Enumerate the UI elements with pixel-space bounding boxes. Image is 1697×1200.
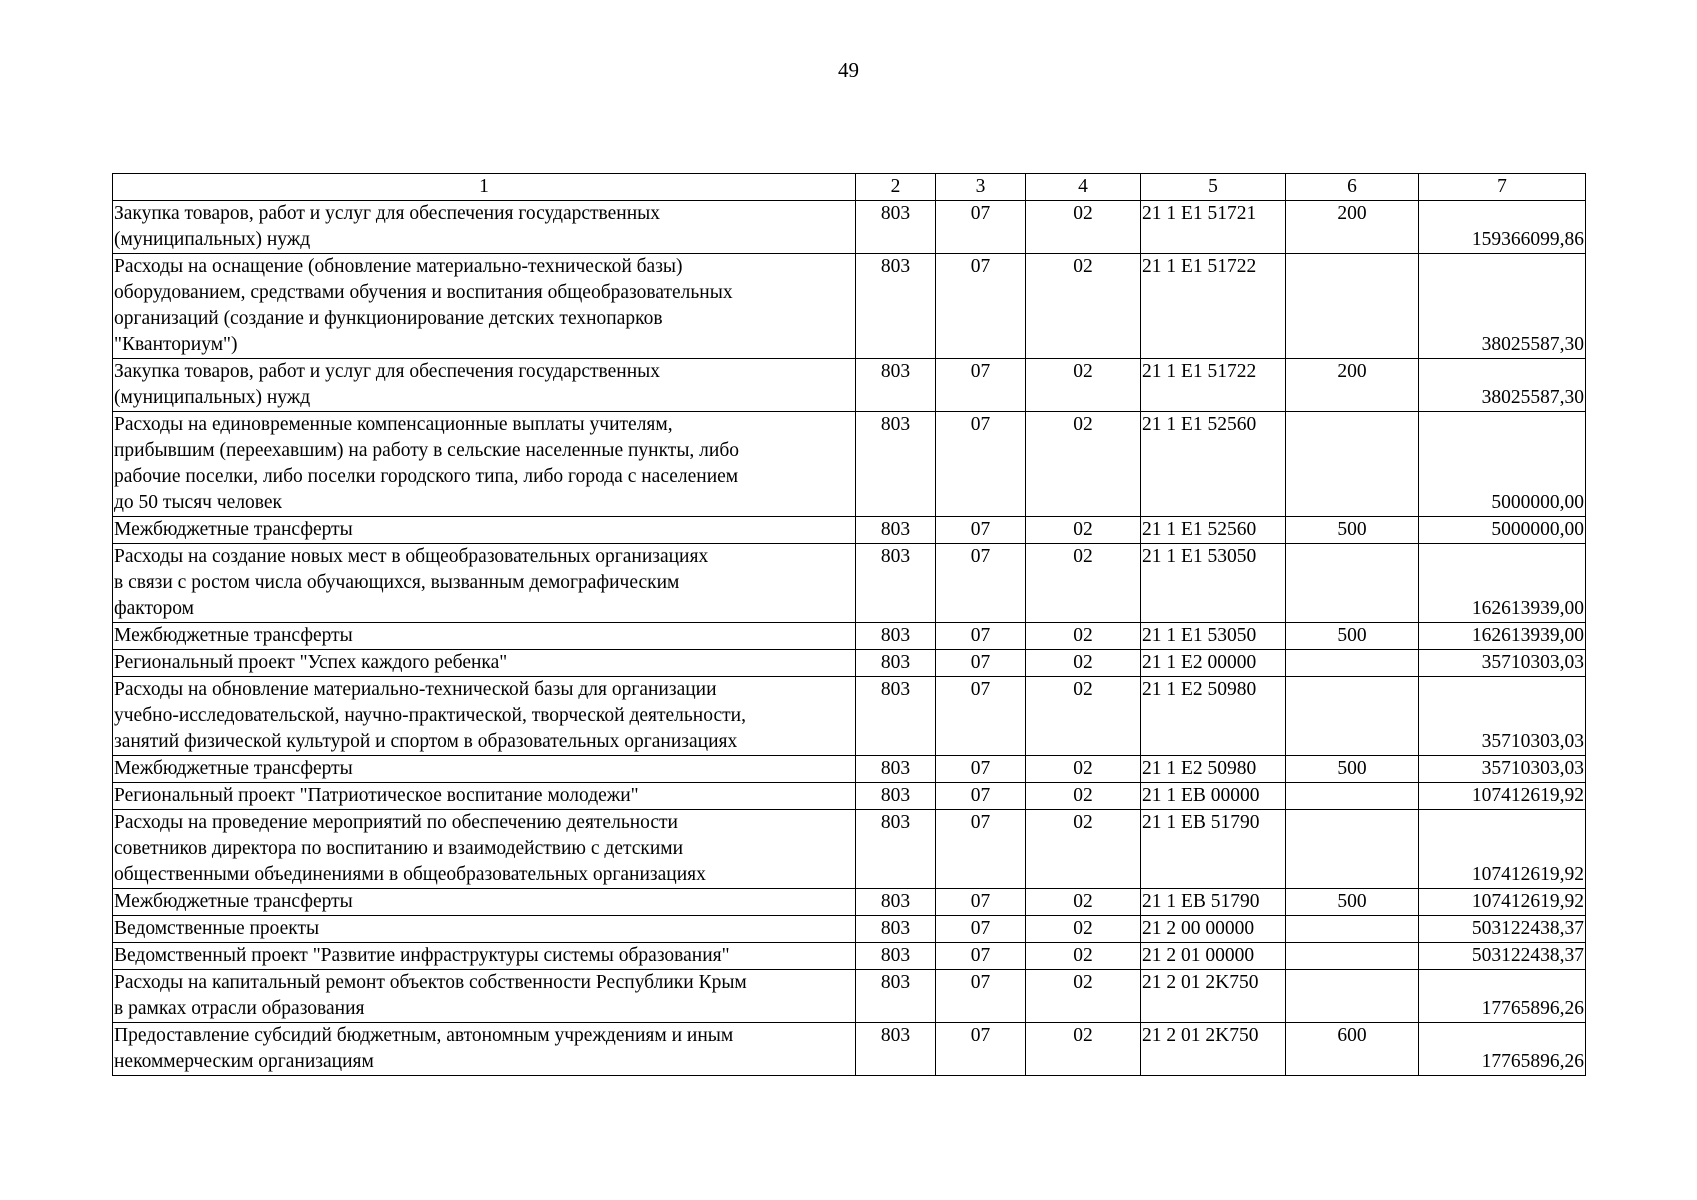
cell-section-code: 07 (936, 677, 1026, 756)
cell-ministry-code: 803 (856, 810, 936, 889)
cell-description: Закупка товаров, работ и услуг для обеспечения государственных (муниципальных) нужд (113, 201, 856, 254)
cell-expense-type (1286, 650, 1419, 677)
header-col-7: 7 (1419, 174, 1586, 201)
cell-target-article: 21 1 E2 50980 (1141, 756, 1286, 783)
header-row (113, 174, 1586, 201)
table-row (113, 916, 1586, 943)
header-col-5: 5 (1141, 174, 1286, 201)
cell-section-code: 07 (936, 943, 1026, 970)
cell-target-article: 21 1 EB 51790 (1141, 810, 1286, 889)
cell-ministry-code: 803 (856, 359, 936, 412)
cell-expense-type: 200 (1286, 201, 1419, 254)
table-row (113, 623, 1586, 650)
cell-amount: 35710303,03 (1419, 677, 1586, 756)
cell-ministry-code: 803 (856, 201, 936, 254)
cell-amount: 17765896,26 (1419, 970, 1586, 1023)
cell-section-code: 07 (936, 970, 1026, 1023)
cell-description: Региональный проект "Успех каждого ребенка" (113, 650, 856, 677)
cell-subsection-code: 02 (1026, 359, 1141, 412)
cell-expense-type: 200 (1286, 359, 1419, 412)
cell-ministry-code: 803 (856, 254, 936, 359)
cell-description: Закупка товаров, работ и услуг для обеспечения государственных (муниципальных) нужд (113, 359, 856, 412)
cell-section-code: 07 (936, 1023, 1026, 1076)
cell-expense-type (1286, 412, 1419, 517)
cell-amount: 503122438,37 (1419, 916, 1586, 943)
cell-section-code: 07 (936, 756, 1026, 783)
cell-expense-type (1286, 916, 1419, 943)
table-row (113, 756, 1586, 783)
table-row (113, 254, 1586, 359)
cell-subsection-code: 02 (1026, 810, 1141, 889)
cell-subsection-code: 02 (1026, 889, 1141, 916)
cell-subsection-code: 02 (1026, 783, 1141, 810)
cell-amount: 35710303,03 (1419, 756, 1586, 783)
cell-target-article: 21 2 01 2K750 (1141, 970, 1286, 1023)
cell-ministry-code: 803 (856, 756, 936, 783)
cell-expense-type (1286, 254, 1419, 359)
cell-expense-type (1286, 810, 1419, 889)
cell-section-code: 07 (936, 623, 1026, 650)
cell-amount: 17765896,26 (1419, 1023, 1586, 1076)
cell-subsection-code: 02 (1026, 412, 1141, 517)
cell-section-code: 07 (936, 889, 1026, 916)
header-col-1: 1 (113, 174, 856, 201)
table-row (113, 943, 1586, 970)
cell-section-code: 07 (936, 783, 1026, 810)
header-col-3: 3 (936, 174, 1026, 201)
cell-ministry-code: 803 (856, 783, 936, 810)
table-row (113, 517, 1586, 544)
cell-amount: 107412619,92 (1419, 810, 1586, 889)
cell-section-code: 07 (936, 359, 1026, 412)
header-col-6: 6 (1286, 174, 1419, 201)
cell-expense-type (1286, 783, 1419, 810)
cell-section-code: 07 (936, 544, 1026, 623)
cell-target-article: 21 1 E1 51721 (1141, 201, 1286, 254)
cell-amount: 162613939,00 (1419, 623, 1586, 650)
cell-subsection-code: 02 (1026, 544, 1141, 623)
cell-section-code: 07 (936, 650, 1026, 677)
table-row (113, 889, 1586, 916)
cell-subsection-code: 02 (1026, 517, 1141, 544)
cell-amount: 107412619,92 (1419, 889, 1586, 916)
cell-amount: 5000000,00 (1419, 412, 1586, 517)
cell-target-article: 21 2 00 00000 (1141, 916, 1286, 943)
cell-amount: 38025587,30 (1419, 254, 1586, 359)
cell-subsection-code: 02 (1026, 201, 1141, 254)
cell-description: Ведомственный проект "Развитие инфраструктуры системы образования" (113, 943, 856, 970)
cell-section-code: 07 (936, 916, 1026, 943)
cell-amount: 503122438,37 (1419, 943, 1586, 970)
cell-expense-type (1286, 970, 1419, 1023)
cell-expense-type (1286, 677, 1419, 756)
cell-description: Региональный проект "Патриотическое воспитание молодежи" (113, 783, 856, 810)
cell-ministry-code: 803 (856, 412, 936, 517)
budget-table (112, 173, 1586, 1076)
cell-subsection-code: 02 (1026, 623, 1141, 650)
table-row (113, 783, 1586, 810)
cell-ministry-code: 803 (856, 623, 936, 650)
cell-section-code: 07 (936, 412, 1026, 517)
cell-description: Расходы на капитальный ремонт объектов собственности Республики Крым в рамках отрасли образования (113, 970, 856, 1023)
cell-expense-type: 500 (1286, 889, 1419, 916)
table-row (113, 650, 1586, 677)
cell-description: Расходы на оснащение (обновление материально-технической базы) оборудованием, средствами обучения и воспитания общеобразовательных организаций (создание и функционирование детских технопарков "Кванториум") (113, 254, 856, 359)
cell-subsection-code: 02 (1026, 650, 1141, 677)
cell-amount: 162613939,00 (1419, 544, 1586, 623)
cell-description: Расходы на единовременные компенсационные выплаты учителям, прибывшим (переехавшим) на работу в сельские населенные пункты, либо рабочие поселки, либо поселки городского типа, либо города с населением до 50 тысяч человек (113, 412, 856, 517)
cell-description: Расходы на обновление материально-технической базы для организации учебно-исследовательской, научно-практической, творческой деятельности, занятий физической культурой и спортом в образовательных организациях (113, 677, 856, 756)
table-row (113, 970, 1586, 1023)
cell-ministry-code: 803 (856, 889, 936, 916)
cell-expense-type: 500 (1286, 756, 1419, 783)
page-number: 49 (838, 58, 859, 82)
cell-ministry-code: 803 (856, 943, 936, 970)
cell-expense-type: 500 (1286, 517, 1419, 544)
cell-expense-type (1286, 943, 1419, 970)
cell-target-article: 21 1 E1 53050 (1141, 544, 1286, 623)
cell-target-article: 21 1 EB 51790 (1141, 889, 1286, 916)
table-row (113, 1023, 1586, 1076)
cell-section-code: 07 (936, 517, 1026, 544)
cell-ministry-code: 803 (856, 970, 936, 1023)
cell-description: Расходы на создание новых мест в общеобразовательных организациях в связи с ростом числа обучающихся, вызванным демографическим фактором (113, 544, 856, 623)
table-row (113, 412, 1586, 517)
cell-description: Межбюджетные трансферты (113, 756, 856, 783)
cell-target-article: 21 1 E1 51722 (1141, 359, 1286, 412)
cell-ministry-code: 803 (856, 677, 936, 756)
table-row (113, 677, 1586, 756)
cell-section-code: 07 (936, 810, 1026, 889)
table-row (113, 810, 1586, 889)
cell-target-article: 21 1 E1 52560 (1141, 517, 1286, 544)
cell-amount: 38025587,30 (1419, 359, 1586, 412)
cell-subsection-code: 02 (1026, 254, 1141, 359)
cell-target-article: 21 1 E2 00000 (1141, 650, 1286, 677)
cell-target-article: 21 1 E1 51722 (1141, 254, 1286, 359)
cell-target-article: 21 2 01 00000 (1141, 943, 1286, 970)
cell-target-article: 21 2 01 2K750 (1141, 1023, 1286, 1076)
cell-section-code: 07 (936, 254, 1026, 359)
cell-subsection-code: 02 (1026, 1023, 1141, 1076)
cell-target-article: 21 1 EB 00000 (1141, 783, 1286, 810)
cell-target-article: 21 1 E1 53050 (1141, 623, 1286, 650)
cell-ministry-code: 803 (856, 650, 936, 677)
cell-description: Расходы на проведение мероприятий по обеспечению деятельности советников директора по воспитанию и взаимодействию с детскими общественными объединениями в общеобразовательных организациях (113, 810, 856, 889)
cell-ministry-code: 803 (856, 1023, 936, 1076)
header-col-4: 4 (1026, 174, 1141, 201)
table-row (113, 544, 1586, 623)
cell-description: Предоставление субсидий бюджетным, автономным учреждениям и иным некоммерческим организациям (113, 1023, 856, 1076)
cell-amount: 159366099,86 (1419, 201, 1586, 254)
cell-subsection-code: 02 (1026, 677, 1141, 756)
cell-expense-type: 600 (1286, 1023, 1419, 1076)
cell-amount: 5000000,00 (1419, 517, 1586, 544)
cell-description: Ведомственные проекты (113, 916, 856, 943)
cell-description: Межбюджетные трансферты (113, 889, 856, 916)
header-col-2: 2 (856, 174, 936, 201)
cell-ministry-code: 803 (856, 517, 936, 544)
cell-target-article: 21 1 E2 50980 (1141, 677, 1286, 756)
cell-subsection-code: 02 (1026, 970, 1141, 1023)
cell-ministry-code: 803 (856, 544, 936, 623)
table-row (113, 201, 1586, 254)
cell-subsection-code: 02 (1026, 943, 1141, 970)
cell-amount: 107412619,92 (1419, 783, 1586, 810)
cell-target-article: 21 1 E1 52560 (1141, 412, 1286, 517)
cell-subsection-code: 02 (1026, 916, 1141, 943)
cell-expense-type (1286, 544, 1419, 623)
cell-ministry-code: 803 (856, 916, 936, 943)
table-row (113, 359, 1586, 412)
cell-description: Межбюджетные трансферты (113, 517, 856, 544)
cell-amount: 35710303,03 (1419, 650, 1586, 677)
cell-section-code: 07 (936, 201, 1026, 254)
cell-expense-type: 500 (1286, 623, 1419, 650)
cell-description: Межбюджетные трансферты (113, 623, 856, 650)
cell-subsection-code: 02 (1026, 756, 1141, 783)
